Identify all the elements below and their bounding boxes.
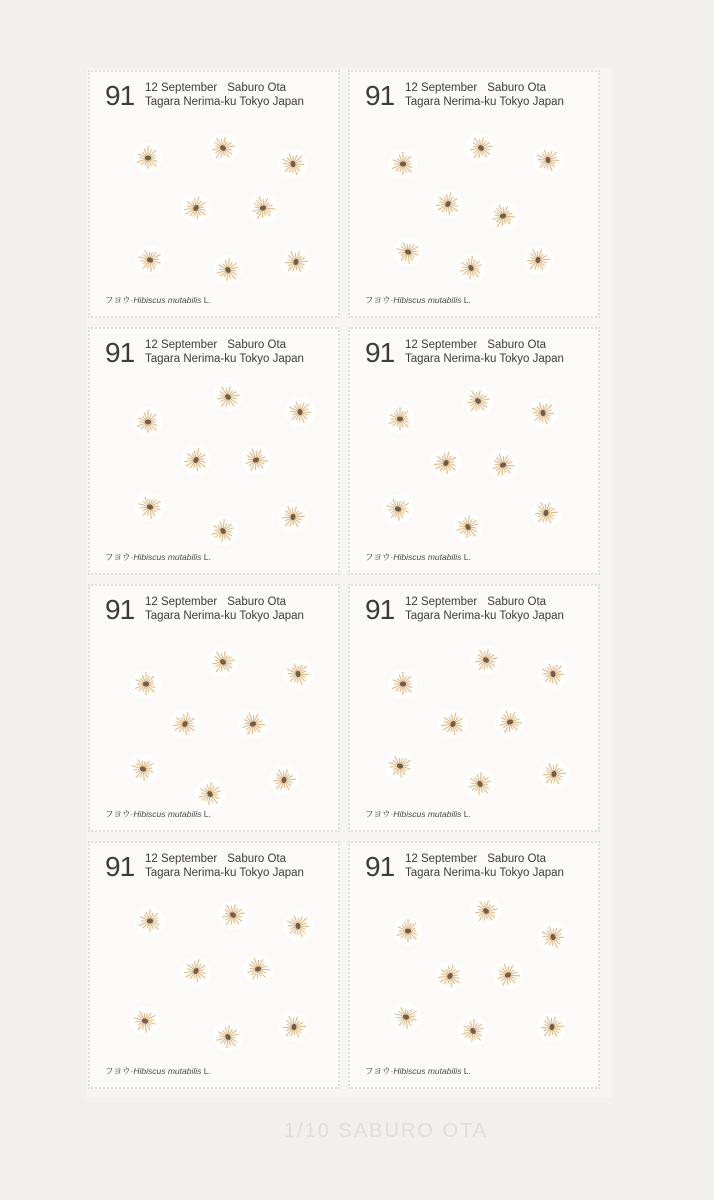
seed-icon [269,765,299,795]
seed-specimens [88,70,340,318]
species-author: L. [463,295,471,305]
address-text: Tagara Nerima-ku Tokyo Japan [145,96,304,108]
seed-icon [181,193,211,223]
address-text: Tagara Nerima-ku Tokyo Japan [405,353,564,365]
seed-specimens [88,841,340,1089]
date-text: 12 September [405,339,478,351]
stamp [348,584,600,832]
seed-icon [391,1002,421,1032]
date-text: 12 September [145,853,218,865]
species-author: L. [463,552,471,562]
artist-name: Saburo Ota [487,82,547,94]
seed-icon [488,450,518,480]
seed-icon [248,193,278,223]
species-japanese: フヨウ [365,295,391,305]
stamp [88,841,340,1089]
seed-icon [471,645,501,675]
address-text: Tagara Nerima-ku Tokyo Japan [405,867,564,879]
seed-icon [195,779,225,809]
address-text: Tagara Nerima-ku Tokyo Japan [145,610,304,622]
stamp [88,584,340,832]
seed-icon [133,143,163,173]
species-author: L. [463,809,471,819]
seed-icon [285,397,315,427]
species-japanese: フヨウ [365,1066,391,1076]
species-latin: Hibiscus mutabilis [133,809,202,819]
seed-icon [131,669,161,699]
denomination: 91 [105,594,135,625]
species-label: フヨウ·Hibiscus mutabilis L. [365,552,471,562]
species-label: フヨウ·Hibiscus mutabilis L. [105,1066,211,1076]
species-author: L. [203,295,211,305]
seed-icon [538,922,568,952]
seed-icon [537,1012,567,1042]
seed-icon [463,386,493,416]
species-latin: Hibiscus mutabilis [133,1066,202,1076]
species-label: フヨウ·Hibiscus mutabilis L. [105,295,211,305]
stamp [88,327,340,575]
seed-icon [465,769,495,799]
species-latin: Hibiscus mutabilis [133,552,202,562]
seed-icon [438,709,468,739]
stamp [88,70,340,318]
stamp [348,327,600,575]
seed-icon [393,916,423,946]
seed-icon [243,954,273,984]
seed-icon [218,900,248,930]
species-latin: Hibiscus mutabilis [393,809,462,819]
seed-icon [435,961,465,991]
stamp [348,841,600,1089]
species-latin: Hibiscus mutabilis [393,552,462,562]
seed-icon [531,498,561,528]
denomination: 91 [105,80,135,111]
address-text: Tagara Nerima-ku Tokyo Japan [145,353,304,365]
seed-icon [181,445,211,475]
seed-icon [283,659,313,689]
species-label: フヨウ·Hibiscus mutabilis L. [365,1066,471,1076]
species-author: L. [463,1066,471,1076]
species-author: L. [203,1066,211,1076]
artist-name: Saburo Ota [487,853,547,865]
seed-icon [456,253,486,283]
seed-icon [208,133,238,163]
seed-icon [281,247,311,277]
seed-specimens [88,327,340,575]
species-label: フヨウ·Hibiscus mutabilis L. [105,809,211,819]
species-label: フヨウ·Hibiscus mutabilis L. [105,552,211,562]
seed-icon [388,149,418,179]
seed-icon [466,133,496,163]
seed-icon [170,709,200,739]
seed-icon [279,1012,309,1042]
seed-icon [213,382,243,412]
seed-icon [181,956,211,986]
seed-icon [528,398,558,428]
species-label: フヨウ·Hibiscus mutabilis L. [365,295,471,305]
species-author: L. [203,552,211,562]
date-text: 12 September [145,82,218,94]
address-text: Tagara Nerima-ku Tokyo Japan [145,867,304,879]
seed-icon [385,751,415,781]
seed-icon [283,911,313,941]
seed-icon [533,145,563,175]
seed-icon [539,759,569,789]
artist-name: Saburo Ota [227,596,287,608]
species-japanese: フヨウ [105,295,131,305]
seed-icon [130,1006,160,1036]
seed-icon [213,255,243,285]
seed-specimens [88,584,340,832]
pencil-signature: 1/10 SABURO OTA [284,1120,489,1142]
seed-icon [208,647,238,677]
address-text: Tagara Nerima-ku Tokyo Japan [405,96,564,108]
artist-name: Saburo Ota [227,339,287,351]
seed-icon [393,237,423,267]
denomination: 91 [365,851,395,882]
denomination: 91 [365,80,395,111]
stamp-sheet [86,68,612,1098]
seed-icon [385,404,415,434]
seed-icon [128,754,158,784]
denomination: 91 [365,594,395,625]
artist-name: Saburo Ota [227,82,287,94]
seed-icon [278,502,308,532]
seed-icon [493,960,523,990]
seed-specimens [348,584,600,832]
date-text: 12 September [405,596,478,608]
species-author: L. [203,809,211,819]
seed-icon [383,494,413,524]
species-japanese: フヨウ [105,809,131,819]
species-japanese: フヨウ [105,552,131,562]
seed-specimens [348,70,600,318]
seed-icon [133,407,163,437]
seed-icon [433,189,463,219]
species-japanese: フヨウ [105,1066,131,1076]
seed-icon [388,669,418,699]
species-latin: Hibiscus mutabilis [393,295,462,305]
seed-icon [208,516,238,546]
seed-icon [241,445,271,475]
seed-specimens [348,841,600,1089]
denomination: 91 [365,337,395,368]
species-japanese: フヨウ [365,552,391,562]
seed-specimens [348,327,600,575]
seed-icon [488,201,518,231]
date-text: 12 September [145,596,218,608]
denomination: 91 [105,337,135,368]
seed-icon [453,512,483,542]
artist-name: Saburo Ota [487,339,547,351]
seed-icon [238,709,268,739]
seed-icon [458,1016,488,1046]
seed-icon [431,448,461,478]
stamp [348,70,600,318]
species-japanese: フヨウ [365,809,391,819]
seed-icon [471,896,501,926]
date-text: 12 September [145,339,218,351]
seed-icon [278,149,308,179]
seed-icon [135,906,165,936]
artist-name: Saburo Ota [487,596,547,608]
seed-icon [538,659,568,689]
date-text: 12 September [405,853,478,865]
seed-icon [523,245,553,275]
seed-icon [495,707,525,737]
species-label: フヨウ·Hibiscus mutabilis L. [365,809,471,819]
address-text: Tagara Nerima-ku Tokyo Japan [405,610,564,622]
artist-name: Saburo Ota [227,853,287,865]
date-text: 12 September [405,82,478,94]
seed-icon [135,245,165,275]
species-latin: Hibiscus mutabilis [133,295,202,305]
seed-icon [135,492,165,522]
seed-icon [213,1022,243,1052]
denomination: 91 [105,851,135,882]
species-latin: Hibiscus mutabilis [393,1066,462,1076]
